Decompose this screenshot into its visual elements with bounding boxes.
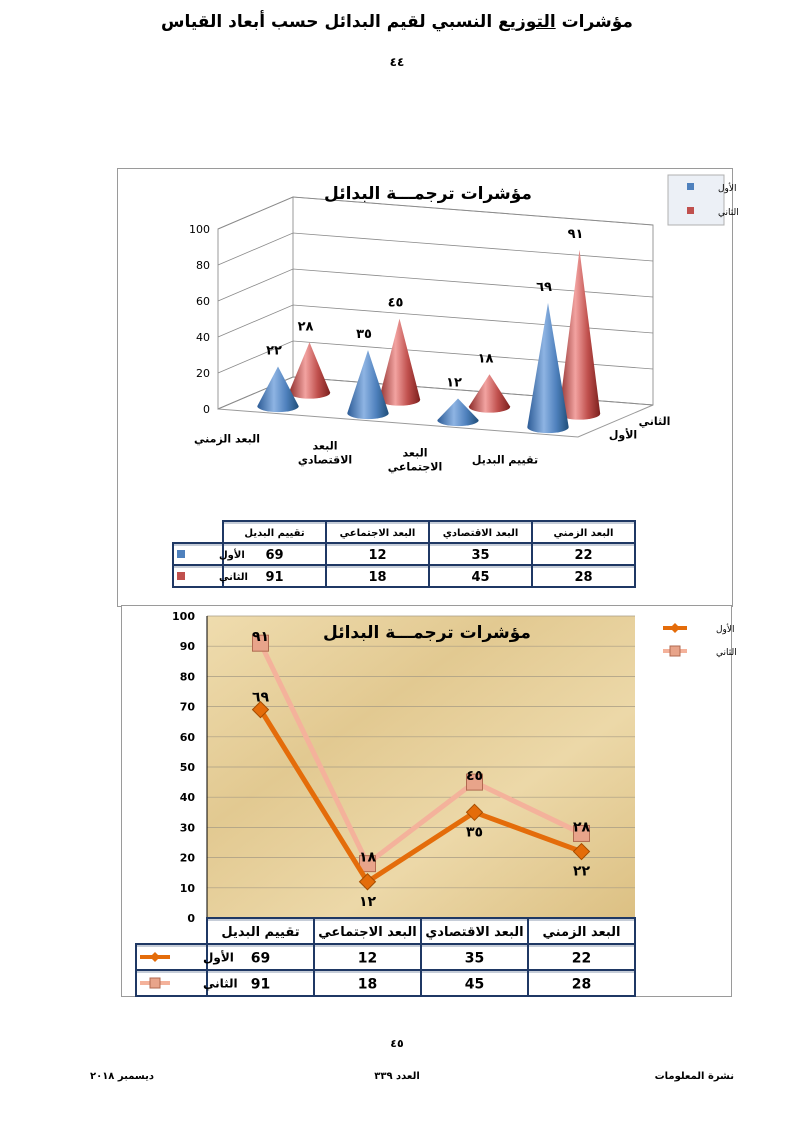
legend-label: الأول xyxy=(716,625,735,635)
y-tick-label: 10 xyxy=(179,881,195,895)
x-category-label: الاجتماعي xyxy=(387,460,443,474)
table-value-cell: 69 xyxy=(250,950,271,967)
table-row-label: الأول xyxy=(219,549,245,561)
legend-diamond xyxy=(670,623,680,633)
heading-underlined: التوزيع xyxy=(498,12,556,32)
table-value-cell: 28 xyxy=(574,569,593,585)
legend-square xyxy=(670,646,680,656)
table-header-cell: البعد الزمني xyxy=(553,527,614,539)
y-tick-label: 80 xyxy=(179,670,195,684)
table-row-label: الأول xyxy=(203,950,234,965)
legend-label: الأول xyxy=(718,184,737,194)
table-value-cell: 22 xyxy=(571,950,592,967)
line-data-label: ٩١ xyxy=(251,629,270,646)
table-legend-key xyxy=(177,550,185,558)
y-tick-label: 50 xyxy=(179,761,195,774)
table-row-label: الثاني xyxy=(219,571,248,583)
table-header-cell: البعد الاجتماعي xyxy=(339,527,416,539)
line-chart-panel xyxy=(121,605,737,997)
x-category-label: الاقتصادي xyxy=(297,453,353,467)
y-tick-label: 60 xyxy=(196,295,210,308)
back-wall xyxy=(293,197,653,405)
table-value-cell: 45 xyxy=(464,976,485,993)
table-value-cell: 45 xyxy=(471,569,490,585)
table-value-cell: 35 xyxy=(471,547,490,563)
cone-chart-panel xyxy=(117,168,739,607)
table-legend-square xyxy=(150,978,160,988)
x-category-label: البعد xyxy=(402,446,428,460)
line-data-label: ١٢ xyxy=(358,893,377,910)
cone-data-label: ١٨ xyxy=(477,351,494,367)
line-data-label: ١٨ xyxy=(358,849,377,866)
legend-swatch xyxy=(687,183,694,190)
y-tick-label: 70 xyxy=(179,700,195,714)
table-header-cell: البعد الاقتصادي xyxy=(425,924,524,940)
table-value-cell: 91 xyxy=(265,569,284,585)
cone-data-label: ٤٥ xyxy=(387,295,404,311)
page-number-bottom: ٤٥ xyxy=(390,1037,404,1050)
cone-data-label: ٣٥ xyxy=(356,327,372,343)
heading-pre: مؤشرات xyxy=(555,12,633,32)
table-header-cell: البعد الزمني xyxy=(542,924,621,940)
table-legend-key xyxy=(177,572,185,580)
legend-swatch xyxy=(687,207,694,214)
y-tick-label: 80 xyxy=(196,259,210,272)
y-tick-label: 40 xyxy=(179,791,195,805)
cone-data-label: ٩١ xyxy=(567,226,584,242)
y-tick-label: 20 xyxy=(196,367,210,380)
depth-axis-label: الثاني xyxy=(638,415,671,429)
y-tick-label: 20 xyxy=(179,851,195,865)
table-value-cell: 12 xyxy=(368,547,387,563)
line-data-label: ٢٨ xyxy=(572,819,591,836)
cone-chart xyxy=(118,169,739,606)
table-value-cell: 18 xyxy=(368,569,387,585)
table-header-cell: تقييم البديل xyxy=(244,527,305,539)
table-value-cell: 35 xyxy=(464,950,485,967)
x-category-label: البعد الزمني xyxy=(194,432,260,446)
table-row-label: الثاني xyxy=(203,976,238,991)
table-value-cell: 91 xyxy=(250,976,271,993)
cone-data-label: ١٢ xyxy=(446,375,462,391)
y-tick-label: 90 xyxy=(179,640,195,654)
table-value-cell: 18 xyxy=(357,976,378,993)
page-heading xyxy=(0,12,794,32)
y-tick-label: 0 xyxy=(203,403,210,416)
table-value-cell: 28 xyxy=(571,976,592,993)
y-tick-label: 60 xyxy=(179,730,195,744)
line-data-label: ٦٩ xyxy=(251,689,270,706)
footer-issue: العدد ٣٣٩ xyxy=(374,1071,420,1082)
cone-data-label: ٢٨ xyxy=(297,319,314,335)
table-header-cell: تقييم البديل xyxy=(221,924,300,940)
chart-title: مؤشرات ترجمـــة البدائل xyxy=(323,623,531,643)
y-tick-label: 30 xyxy=(179,821,195,835)
y-tick-label: 0 xyxy=(187,912,195,925)
y-tick-label: 100 xyxy=(189,223,210,236)
table-value-cell: 69 xyxy=(265,547,284,563)
table-value-cell: 12 xyxy=(357,950,378,967)
table-header-cell: البعد الاقتصادي xyxy=(442,527,519,539)
line-data-label: ٣٥ xyxy=(465,824,484,841)
x-category-label: تقييم البديل xyxy=(471,453,539,467)
depth-axis-label: الأول xyxy=(608,428,638,442)
cone-data-label: ٢٢ xyxy=(266,343,282,359)
line-data-label: ٢٢ xyxy=(572,863,591,880)
x-category-label: البعد xyxy=(312,439,338,453)
heading-post: النسبي لقيم البدائل حسب أبعاد القياس xyxy=(161,12,499,32)
legend-label: الثاني xyxy=(718,208,739,218)
legend-box xyxy=(668,175,724,225)
chart-title: مؤشرات ترجمـــة البدائل xyxy=(324,184,532,204)
page-number-top: ٤٤ xyxy=(389,55,405,69)
footer-date: ديسمبر ٢٠١٨ xyxy=(90,1071,154,1082)
footer-publication: نشرة المعلومات xyxy=(654,1071,734,1082)
cone-data-label: ٦٩ xyxy=(536,279,552,295)
line-data-label: ٤٥ xyxy=(465,768,484,785)
table-value-cell: 22 xyxy=(574,547,593,563)
legend-label: الثاني xyxy=(716,648,737,658)
table-header-cell: البعد الاجتماعي xyxy=(318,924,417,940)
line-chart xyxy=(122,606,737,996)
y-tick-label: 100 xyxy=(172,610,195,623)
y-tick-label: 40 xyxy=(196,331,210,344)
